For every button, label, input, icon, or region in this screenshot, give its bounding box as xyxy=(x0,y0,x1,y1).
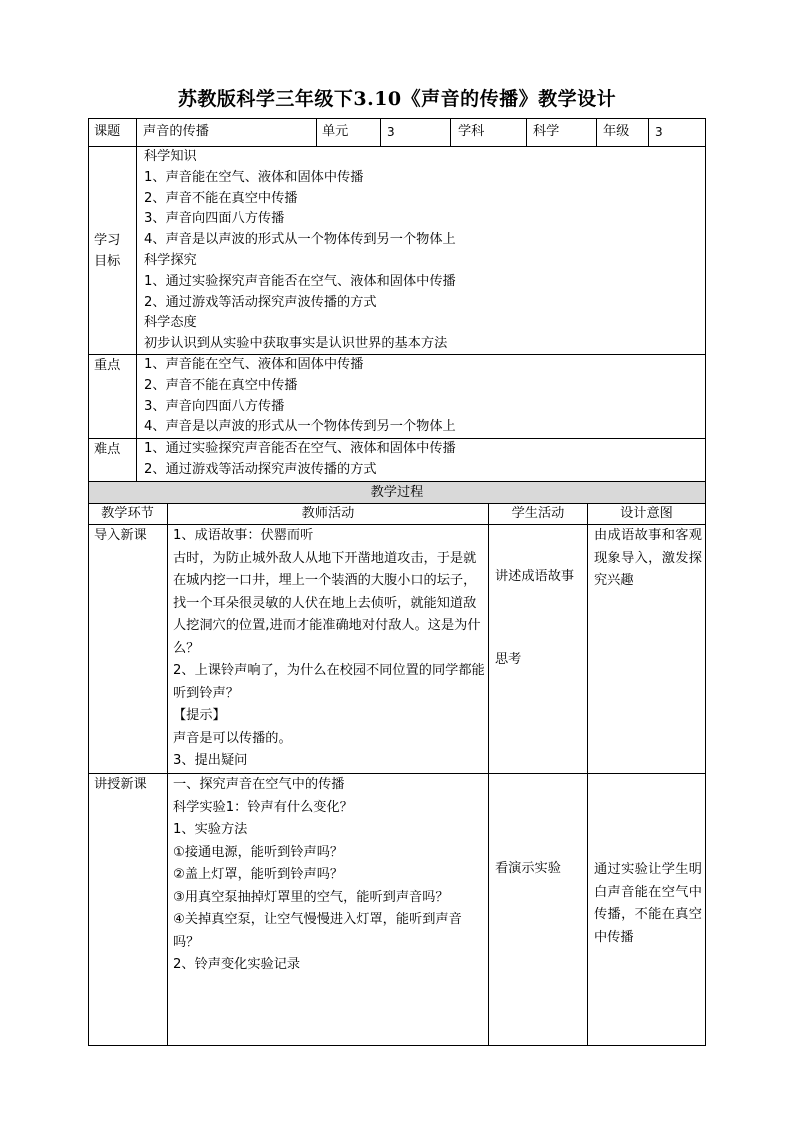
column-header-student: 学生活动 xyxy=(511,506,565,521)
key-points-label: 重点 xyxy=(94,358,121,373)
grade-value: 3 xyxy=(655,125,663,139)
grid-line xyxy=(526,118,527,147)
grid-line xyxy=(88,118,89,1046)
column-header-intent: 设计意图 xyxy=(620,506,673,521)
goals-content: 科学知识 1、声音能在空气、液体和固体中传播 2、声音不能在真空中传播 3、声音向四面八方传播 4、声音是以声波的形式从一个物体传到另一个物体上 科学探究 1、通过实验探究声音能否在空气、液体和固体中传播 2、通过游戏等活动探究声波传播的方式 科学态度 初步认识到从实验中获取事实是认识世界的基本方法 xyxy=(144,149,456,352)
grid-line xyxy=(88,1045,706,1046)
grid-line xyxy=(488,503,489,1046)
subject-label: 学科 xyxy=(458,124,485,139)
grid-line xyxy=(596,118,597,147)
process-header: 教学过程 xyxy=(370,485,424,500)
unit-value: 3 xyxy=(387,125,395,139)
row-teach-student-1: 看演示实验 xyxy=(495,861,561,876)
unit-label: 单元 xyxy=(322,124,349,139)
row-intro-teacher: 1、成语故事：伏罂而听 古时，为防止城外敌人从地下开凿地道攻击，于是就在城内挖一口井，埋上一个装酒的大腹小口的坛子，找一个耳朵很灵敏的人伏在地上去侦听，就能知道敌人挖洞穴的位置,进而才能准确地对付敌人。这是为什么？ 2、上课铃声响了，为什么在校园不同位置的同学都能听到铃声？ 【提示】 声音是可以传播的。 3、提出疑问 xyxy=(173,528,485,768)
row-teach-stage: 讲授新课 xyxy=(94,777,147,792)
page-title: 苏教版科学三年级下3.10《声音的传播》教学设计 xyxy=(177,88,617,110)
difficulties-content: 1、通过实验探究声音能否在空气、液体和固体中传播 2、通过游戏等活动探究声波传播的方式 xyxy=(144,441,456,477)
goals-label: 学习 目标 xyxy=(94,233,121,269)
lesson-value: 声音的传播 xyxy=(143,124,209,139)
row-intro-stage: 导入新课 xyxy=(94,528,147,543)
column-header-teacher: 教师活动 xyxy=(301,506,355,521)
subject-value: 科学 xyxy=(533,124,560,139)
grid-line xyxy=(136,118,137,482)
grid-line xyxy=(316,118,317,147)
grade-label: 年级 xyxy=(603,124,630,139)
grid-line xyxy=(167,503,168,1046)
grid-line xyxy=(587,503,588,1046)
lesson-label: 课题 xyxy=(94,124,121,139)
grid-line xyxy=(380,118,381,147)
row-intro-intent: 由成语故事和客观现象导入，激发探究兴趣 xyxy=(594,528,702,588)
row-intro-student-1: 讲述成语故事 xyxy=(495,569,575,584)
key-points-content: 1、声音能在空气、液体和固体中传播 2、声音不能在真空中传播 3、声音向四面八方传播 4、声音是以声波的形式从一个物体传到另一个物体上 xyxy=(144,357,456,435)
row-intro-student-2: 思考 xyxy=(495,652,522,667)
row-teach-intent: 通过实验让学生明白声音能在空气中传播，不能在真空中传播 xyxy=(594,862,702,945)
grid-line xyxy=(648,118,649,147)
grid-line xyxy=(450,118,451,147)
difficulties-label: 难点 xyxy=(94,442,121,457)
grid-line xyxy=(705,118,706,1046)
row-teach-teacher: 一、探究声音在空气中的传播 科学实验1：铃声有什么变化？ 1、实验方法 ①接通电源，能听到铃声吗？ ②盖上灯罩，能听到铃声吗？ ③用真空泵抽掉灯罩里的空气，能听到声音吗？ ④关掉真空泵，让空气慢慢进入灯罩，能听到声音吗？ 2、铃声变化实验记录 xyxy=(173,777,462,972)
column-header-stage: 教学环节 xyxy=(101,506,154,521)
